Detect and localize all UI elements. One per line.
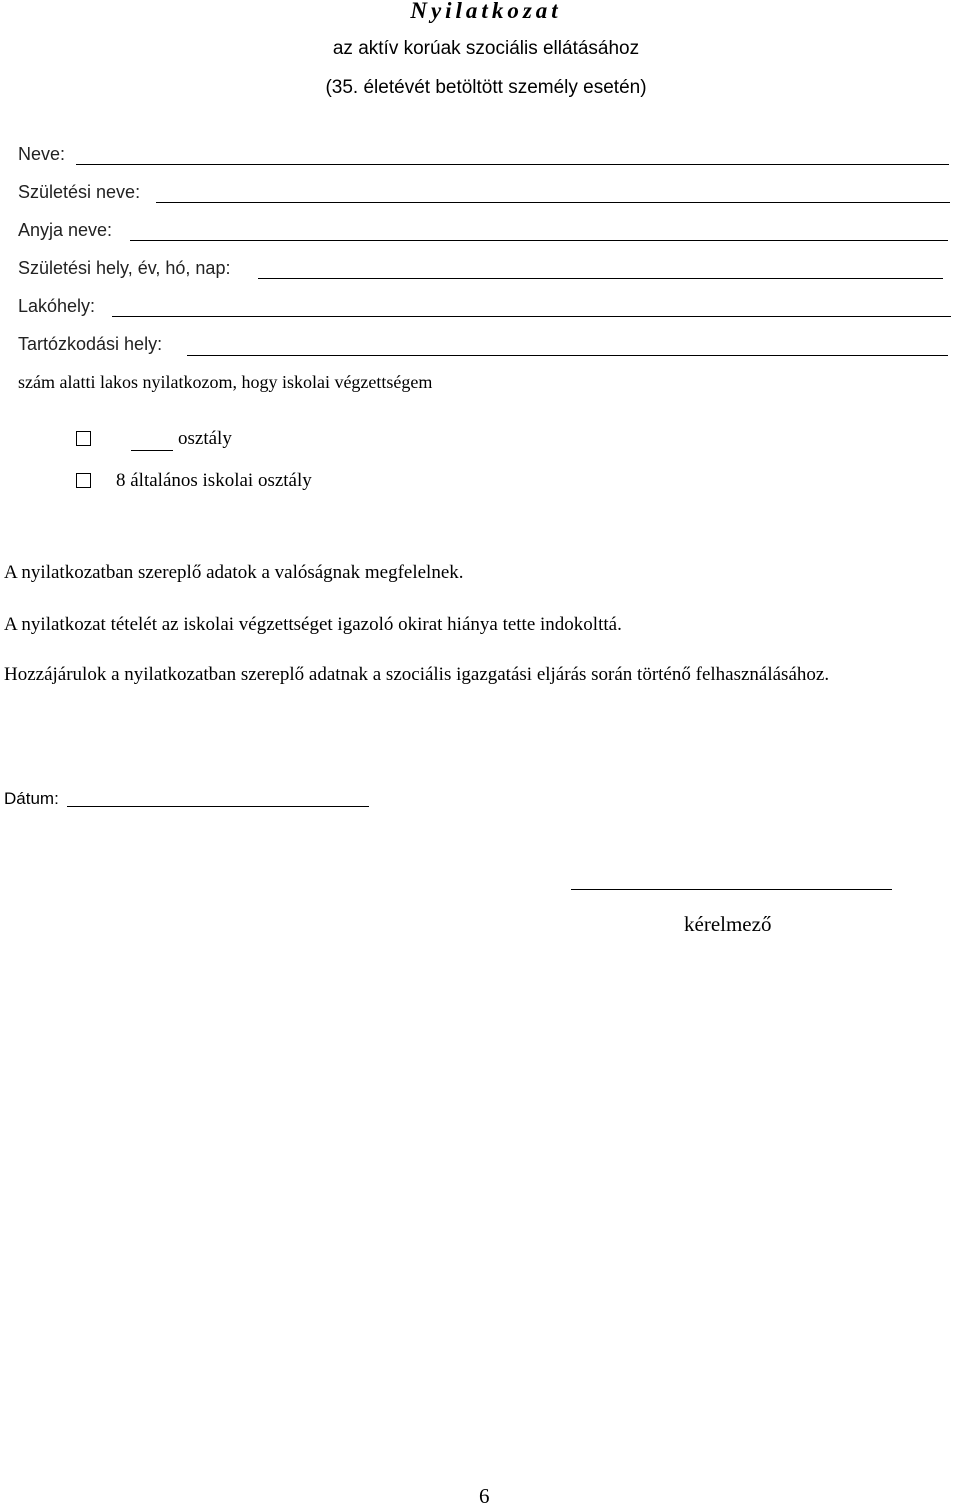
mother-name-field[interactable] [130, 240, 948, 241]
class-number-field[interactable] [131, 450, 173, 451]
declaration-intro: szám alatti lakos nyilatkozom, hogy iskolai végzettségem [18, 372, 433, 392]
document-subtitle-condition: (35. életévét betöltött személy esetén) [325, 77, 647, 98]
name-field[interactable] [76, 164, 949, 165]
document-title: Nyilatkozat [410, 0, 562, 23]
birth-name-label: Születési neve: [18, 182, 141, 202]
class-option-label: osztály [178, 428, 232, 449]
residence-label: Lakóhely: [18, 296, 96, 316]
name-label: Neve: [18, 144, 66, 164]
date-field[interactable] [67, 806, 369, 807]
stay-place-label: Tartózkodási hely: [18, 334, 163, 354]
document-subtitle: az aktív korúak szociális ellátásához [332, 38, 640, 59]
page-number: 6 [479, 1484, 490, 1508]
statement-truthfulness: A nyilatkozatban szereplő adatok a valóságnak megfelelnek. [4, 562, 464, 583]
date-label: Dátum: [4, 789, 59, 808]
eight-grade-checkbox[interactable] [76, 473, 91, 488]
residence-field[interactable] [112, 316, 951, 317]
birth-name-field[interactable] [156, 202, 950, 203]
class-checkbox[interactable] [76, 431, 91, 446]
mother-name-label: Anyja neve: [18, 220, 113, 240]
birth-place-date-label: Születési hely, év, hó, nap: [18, 258, 231, 278]
signature-label: kérelmező [684, 912, 772, 936]
stay-place-field[interactable] [187, 355, 948, 356]
signature-line[interactable] [571, 889, 892, 890]
statement-consent: Hozzájárulok a nyilatkozatban szereplő adatnak a szociális igazgatási eljárás során történő felhasználásához. [4, 664, 830, 685]
birth-place-date-field[interactable] [258, 278, 943, 279]
eight-grade-option-label: 8 általános iskolai osztály [116, 470, 312, 491]
statement-justification: A nyilatkozat tételét az iskolai végzettséget igazoló okirat hiánya tette indokolttá. [4, 614, 622, 635]
